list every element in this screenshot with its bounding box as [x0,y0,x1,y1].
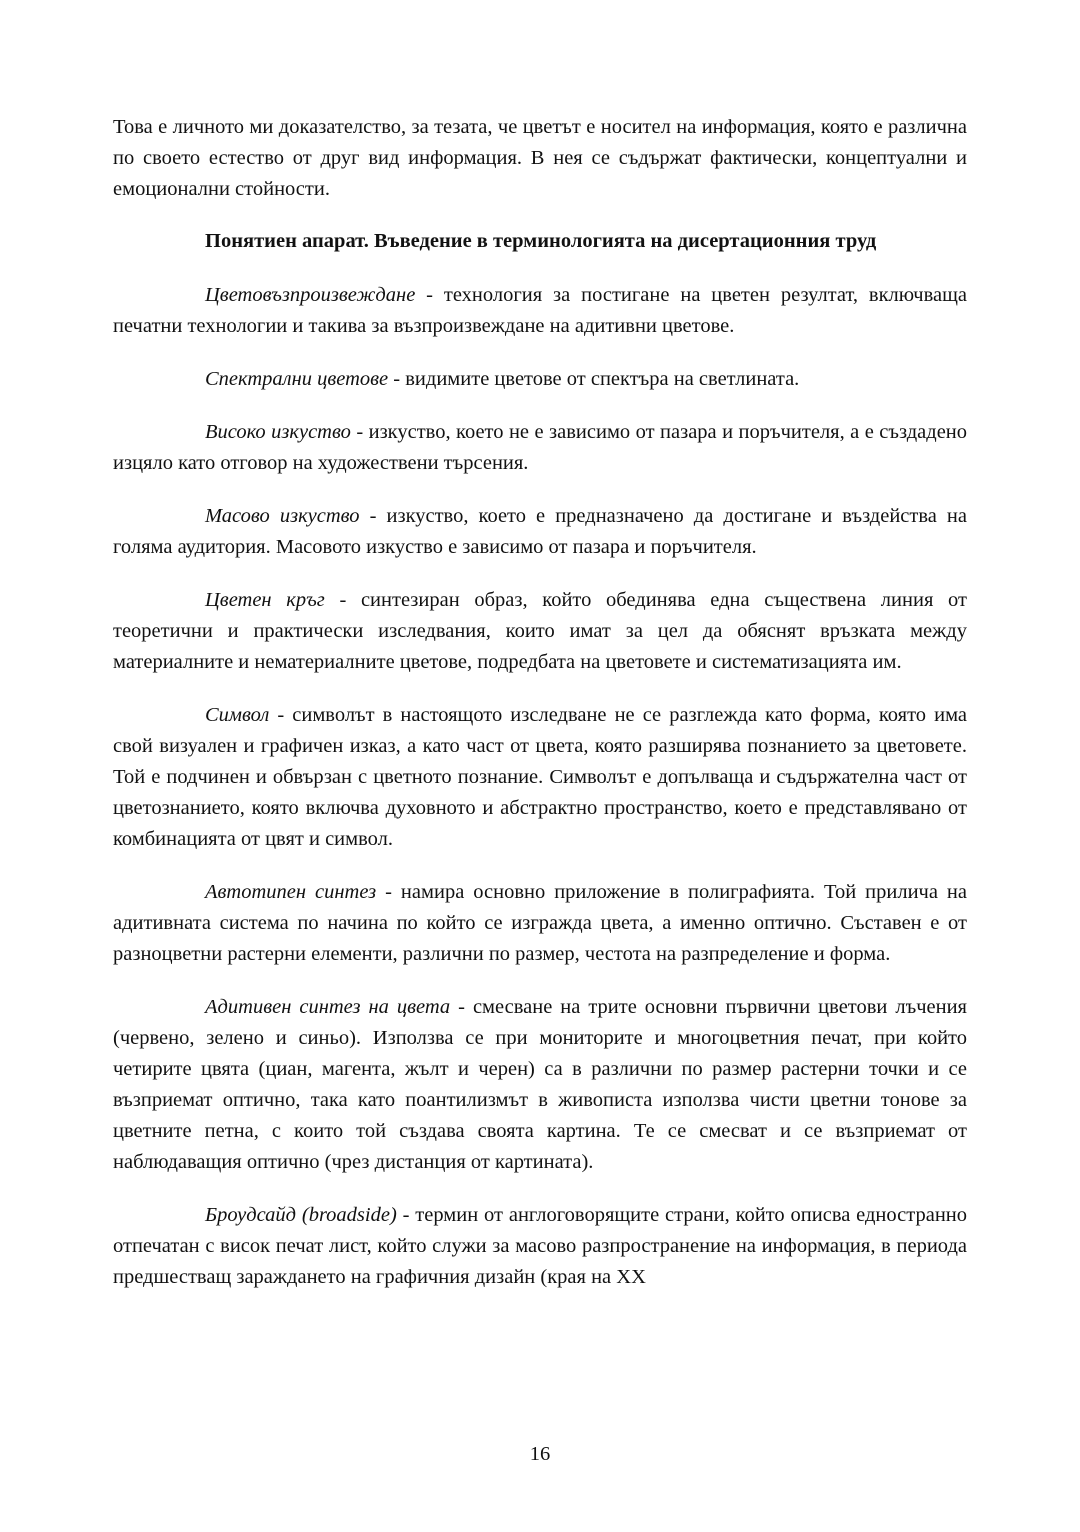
glossary-definition: - намира основно приложение в полиграфията. Той прилича на адитивната система по начина по който се изгражда цвета, а именно оптично. Съставен е от разноцветни растерни елементи, различни по размер, честота на разпределение и форма. [113,881,968,965]
glossary-definition: - видимите цветове от спектъра на светлината. [388,368,800,390]
glossary-entry [113,992,967,1178]
page-number: 16 [529,1443,551,1465]
glossary-definition: - термин от англоговорящите страни, който описва едностранно отпечатан с висок печат лист, който служи за масово разпространение на информация, в периода предшестващ зараждането на графичния дизайн (края на XX [113,1204,968,1288]
glossary-entry [113,364,967,395]
glossary-term: Масово изкуство [205,505,360,527]
glossary-term: Спектрални цветове [205,368,389,390]
glossary-entry [113,700,967,855]
glossary-term: Цветен кръг [205,589,325,611]
document-body [113,112,967,1293]
glossary-term: Високо изкуство [205,421,351,443]
glossary-definition: - изкуство, което не е зависимо от пазара и поръчителя, а е създадено изцяло като отговор на художествени търсения. [113,421,968,474]
glossary-term: Символ [205,704,270,726]
glossary-definition: - технология за постигане на цветен резултат, включваща печатни технологии и такива за възпроизвеждане на адитивни цветове. [113,284,967,337]
glossary-definition: - синтезиран образ, който обединява една съществена линия от теоретични и практически изследвания, които имат за цел да обяснят връзката между материалните и нематериалните цветове, подредбата на цветовете и систематизацията им. [113,589,967,673]
glossary-entry [113,585,967,678]
section-heading: Понятиен апарат. Въведение в терминологията на дисертационния труд [205,230,877,252]
intro-paragraph: Това е личното ми доказателство, за тезата, че цветът е носител на информация, която е различна по своето естество от друг вид информация. В нея се съдържат фактически, концептуални и емоционални стойности. [113,116,967,200]
glossary-term: Адитивен синтез на цвета [205,996,451,1018]
glossary-entry [113,1200,967,1293]
glossary-entry [113,501,967,563]
glossary-definition: - изкуство, което е предназначено да достигане и въздейства на голяма аудитория. Масовото изкуство е зависимо от пазара и поръчителя. [113,505,967,558]
glossary-entry [113,877,967,970]
glossary-term: Цветовъзпроизвеждане [205,284,416,306]
glossary-entry [113,417,967,479]
glossary-definition: - смесване на трите основни първични цветови лъчения (червено, зелено и синьо). Използва се при мониторите и многоцветния печат, при който четирите цвята (циан, магента, жълт и черен) са в различни по размер растерни точки и се възприемат оптично, така като поантилизмът в живописта използва чисти цветни тонове за цветните петна, с които той създава своята картина. Те се смесват и се възприемат от наблюдаващия оптично (чрез дистанция от картината). [113,996,967,1173]
glossary-term: Автотипен синтез [205,881,377,903]
glossary-term: Броудсайд (broadside) [205,1204,397,1226]
glossary-entry [113,280,967,342]
glossary-definition: - символът в настоящото изследване не се разглежда като форма, която има свой визуален и графичен изказ, а като част от цвета, която разширява познанието за цветовете. Той е подчинен и обвързан с цветното познание. Символът е допълваща и съдържателна част от цветознанието, която включва духовното и абстрактно пространство, което е представлявано от комбинацията от цвят и символ. [113,704,967,850]
